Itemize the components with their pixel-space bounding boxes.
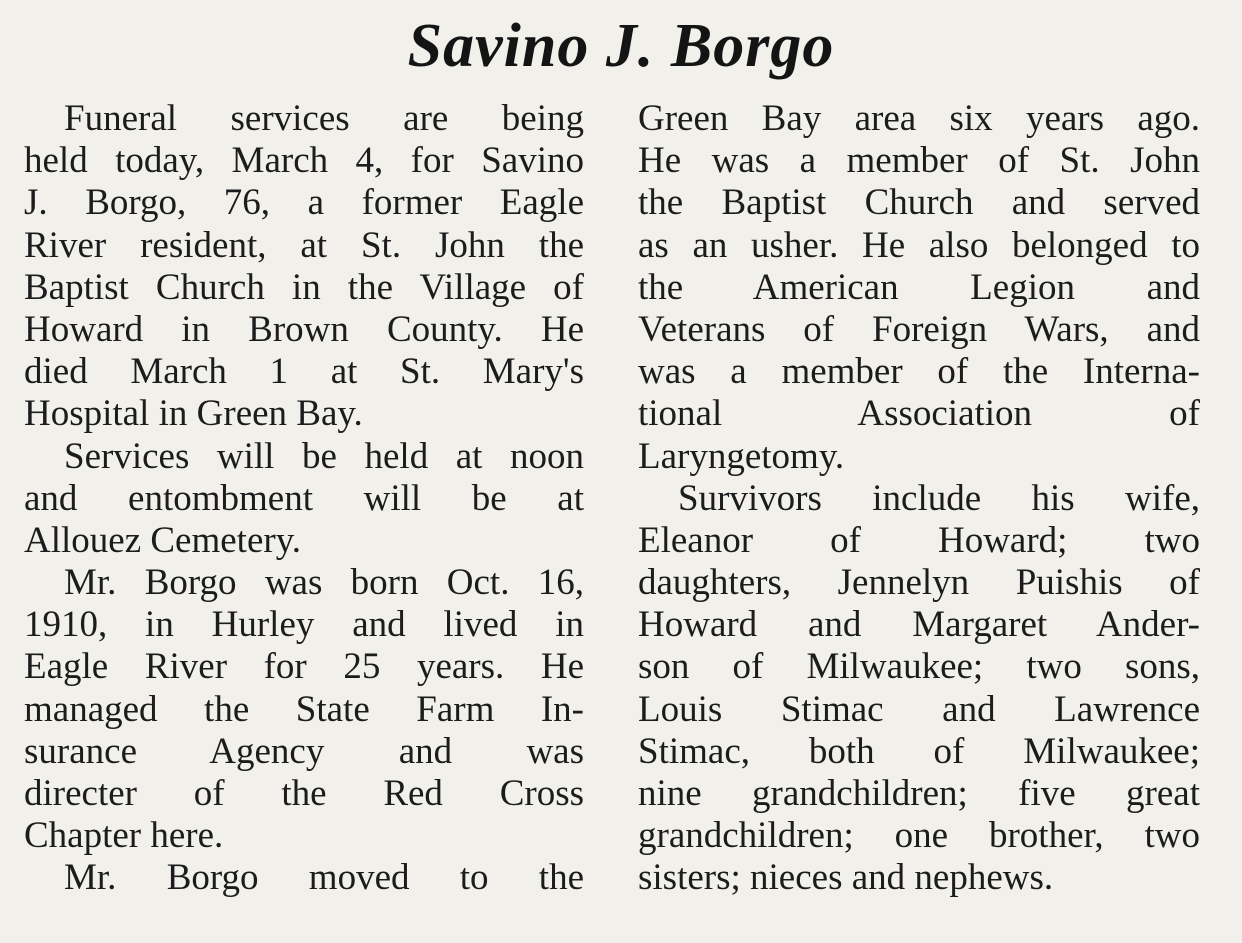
text-line: as an usher. He also belonged to	[638, 224, 1200, 266]
text-line: Baptist Church in the Village of	[24, 266, 584, 308]
text-line: Laryngetomy.	[638, 435, 845, 477]
text-line: Mr. Borgo was born Oct. 16,	[64, 562, 584, 604]
headline: Savino J. Borgo	[407, 12, 835, 80]
text-line: was a member of the Interna-	[638, 351, 1200, 393]
text-line: Hospital in Green Bay.	[24, 393, 363, 435]
text-line: directer of the Red Cross	[24, 773, 584, 814]
text-line: 1910, in Hurley and lived in	[24, 604, 584, 646]
text-line: Chapter here.	[24, 815, 224, 857]
text-line: son of Milwaukee; two sons,	[638, 646, 1200, 688]
text-line: Veterans of Foreign Wars, and	[638, 308, 1200, 350]
text-line: tional Association of	[638, 393, 1200, 435]
text-line: He was a member of St. John	[638, 140, 1200, 182]
text-line: Louis Stimac and Lawrence	[638, 688, 1200, 730]
text-line: Allouez Cemetery.	[24, 519, 302, 561]
text-line: died March 1 at St. Mary's	[24, 351, 584, 393]
left-column	[24, 98, 584, 900]
text-line: daughters, Jennelyn Puishis of	[638, 562, 1200, 604]
text-line: the Baptist Church and served	[638, 182, 1200, 224]
right-column	[638, 98, 1200, 900]
text-line: River resident, at St. John the	[24, 224, 584, 266]
text-line: Mr. Borgo moved to the	[64, 857, 584, 899]
text-line: Stimac, both of Milwaukee;	[638, 730, 1200, 772]
text-line: Howard in Brown County. He	[24, 308, 584, 350]
text-line: Eleanor of Howard; two	[638, 519, 1200, 561]
text-line: Eagle River for 25 years. He	[24, 646, 584, 688]
text-line: nine grandchildren; five great	[638, 773, 1200, 814]
text-line: Survivors include his wife,	[678, 477, 1200, 519]
text-line: managed the State Farm In-	[24, 688, 584, 730]
text-line: held today, March 4, for Savino	[24, 140, 584, 182]
text-line: the American Legion and	[638, 266, 1200, 308]
text-line: Services will be held at noon	[64, 435, 584, 477]
text-line: Green Bay area six years ago.	[638, 98, 1200, 139]
text-line: sisters; nieces and nephews.	[638, 857, 1054, 899]
text-line: Funeral services are being	[64, 98, 584, 139]
text-line: Howard and Margaret Ander-	[638, 604, 1200, 646]
text-line: J. Borgo, 76, a former Eagle	[24, 182, 584, 224]
text-line: grandchildren; one brother, two	[638, 815, 1200, 857]
text-line: and entombment will be at	[24, 477, 584, 519]
text-line: surance Agency and was	[24, 730, 584, 772]
